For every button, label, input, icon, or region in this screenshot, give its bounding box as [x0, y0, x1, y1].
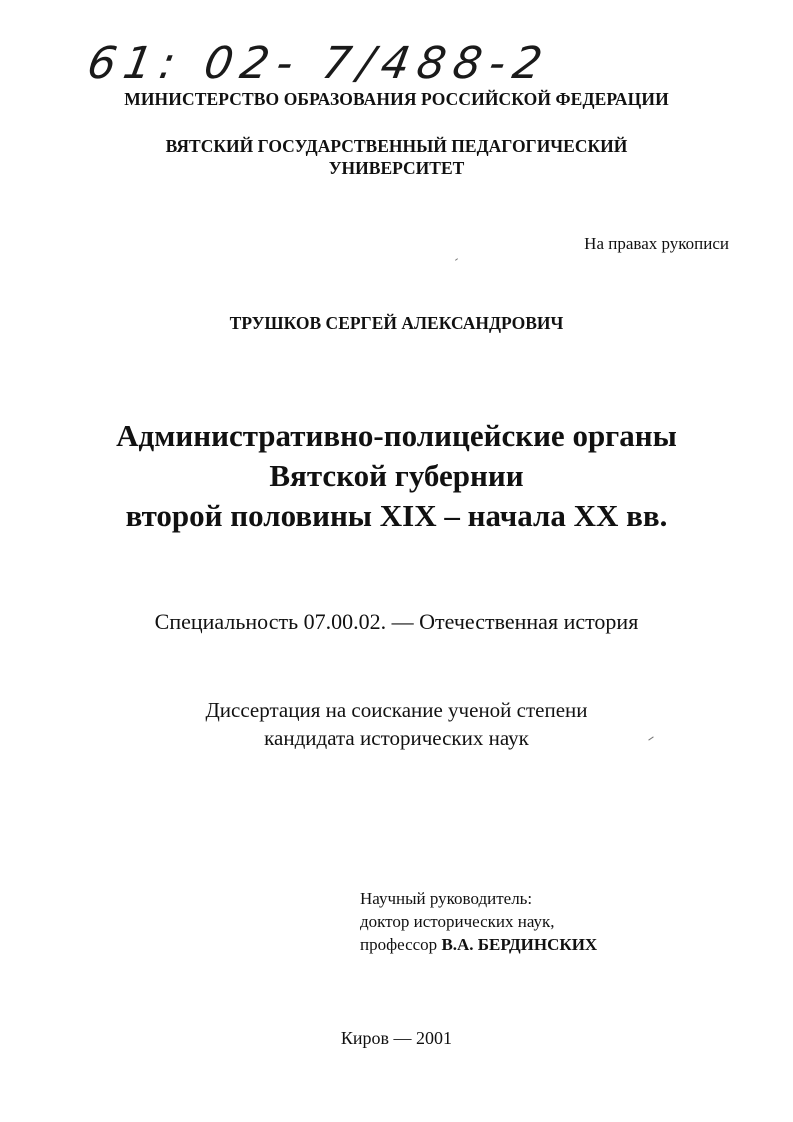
title-line-2: Вятской губернии: [269, 458, 524, 493]
university-line-1: ВЯТСКИЙ ГОСУДАРСТВЕННЫЙ ПЕДАГОГИЧЕСКИЙ: [165, 136, 628, 156]
dissertation-title: [0, 416, 793, 536]
supervisor-title-line: [360, 933, 597, 956]
title-line-1: Административно-полицейские органы: [116, 418, 677, 453]
degree-line-1: Диссертация на соискание ученой степени: [205, 698, 588, 722]
scan-speck: [455, 258, 458, 261]
degree-line-2: кандидата исторических наук: [264, 726, 529, 750]
manuscript-rights-note: На правах рукописи: [584, 234, 729, 253]
ministry-heading: МИНИСТЕРСТВО ОБРАЗОВАНИЯ РОССИЙСКОЙ ФЕДЕРАЦИИ: [124, 89, 669, 109]
city-year: Киров — 2001: [340, 1028, 453, 1048]
university-line-2: УНИВЕРСИТЕТ: [328, 158, 465, 178]
specialty-line: Специальность 07.00.02. — Отечественная история: [154, 609, 639, 634]
author-name: ТРУШКОВ СЕРГЕЙ АЛЕКСАНДРОВИЧ: [229, 313, 564, 333]
supervisor-label: Научный руководитель:: [360, 889, 533, 908]
supervisor-name: В.А. БЕРДИНСКИХ: [441, 935, 598, 954]
dissertation-degree: [0, 696, 793, 752]
title-line-3: второй половины XIX – начала XX вв.: [125, 498, 668, 533]
supervisor-block: [360, 887, 597, 956]
university-heading: [0, 135, 793, 179]
supervisor-degree: доктор исторических наук,: [360, 912, 555, 931]
supervisor-title: профессор: [360, 935, 442, 954]
archive-code-handwritten: 61: 02- 7/488-2: [83, 38, 554, 89]
